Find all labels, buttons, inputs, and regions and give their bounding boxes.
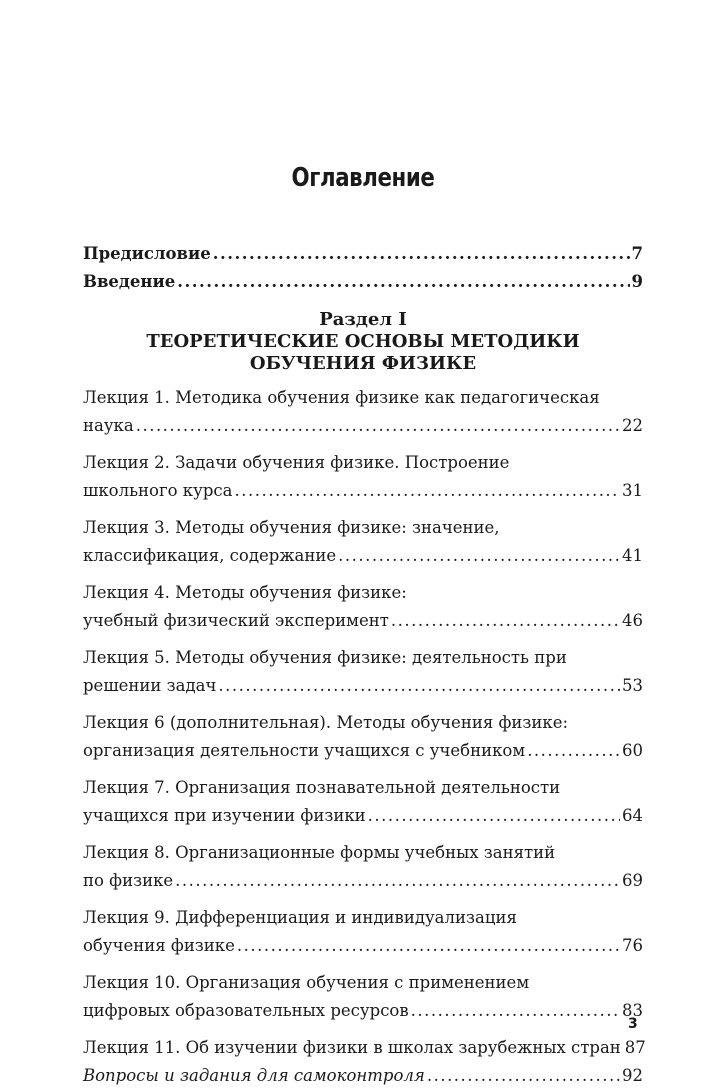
section-label: Раздел I [319,309,407,330]
toc-entry-label: Введение [83,272,176,291]
toc-entry-title: Лекция 4. Методы обучения физике: [83,583,407,602]
toc-entry-title-continued: школьного курса [83,481,233,500]
toc-entry-lecture-4[interactable] [83,579,643,635]
toc-entry-page: 41 [622,546,643,565]
dot-leader [411,997,620,1025]
toc-entry-title-continued: решении задач [83,676,217,695]
toc-entry-title-continued: цифровых образовательных ресурсов [83,1001,409,1020]
toc-entry-lecture-2[interactable] [83,449,643,505]
toc-entry-self-check[interactable] [83,1062,643,1090]
page-number: 3 [628,1016,638,1032]
front-matter [83,240,643,296]
toc-entry-lecture-8[interactable] [83,839,643,895]
toc-entry-title: Лекция 10. Организация обучения с применением [83,973,530,992]
toc-entry-title: Лекция 11. Об изучении физики в школах зарубежных стран [83,1038,621,1057]
toc-entry-title-continued: организация деятельности учащихся с учебником [83,741,526,760]
toc-entry-page: 22 [622,416,643,435]
toc-entry-lecture-9[interactable] [83,904,643,960]
toc-entry-page: 46 [622,611,643,630]
section-title-line1: ТЕОРЕТИЧЕСКИЕ ОСНОВЫ МЕТОДИКИ [146,331,580,352]
toc-entry-page: 76 [622,936,643,955]
dot-leader [237,932,620,960]
section-heading [0,309,726,375]
toc-entry-page: 7 [631,244,643,263]
toc-entry-lecture-3[interactable] [83,514,643,570]
toc-entry-title-continued: обучения физике [83,936,235,955]
toc-entry-title: Лекция 1. Методика обучения физике как педагогическая [83,388,600,407]
toc-entry-title: Лекция 9. Дифференциация и индивидуализация [83,908,517,927]
toc-entry-title-continued: учебный физический эксперимент [83,611,389,630]
toc-entry-lecture-11[interactable] [83,1034,646,1062]
page-title: Оглавление [291,163,435,193]
toc-entry-page: 9 [631,272,643,291]
toc-entry-page: 60 [622,741,643,760]
toc-entry-title: Лекция 2. Задачи обучения физике. Построение [83,453,510,472]
toc-entry-page: 31 [622,481,643,500]
toc-entry-lecture-10[interactable] [83,969,643,1025]
toc-entry-title-continued: учащихся при изучении физики [83,806,366,825]
toc-entry-lecture-5[interactable] [83,644,643,700]
toc-entry-lecture-7[interactable] [83,774,643,830]
section-title-line2: ОБУЧЕНИЯ ФИЗИКЕ [249,353,477,374]
toc-entry-page: 69 [622,871,643,890]
toc-entry-title-continued: классификация, содержание [83,546,337,565]
toc-entry-title: Лекция 3. Методы обучения физике: значение, [83,518,500,537]
dot-leader [338,542,620,570]
toc-entry-page: 53 [622,676,643,695]
toc-entry-label: Предисловие [83,244,211,263]
toc-entry-title: Лекция 6 (дополнительная). Методы обучения физике: [83,713,569,732]
toc-entry-preface[interactable] [83,240,643,268]
toc-entry-title: Лекция 7. Организация познавательной деятельности [83,778,561,797]
toc-entry-title: Лекция 8. Организационные формы учебных занятий [83,843,556,862]
toc-entry-lecture-6[interactable] [83,709,643,765]
toc-entry-page: 64 [622,806,643,825]
toc-entry-lecture-1[interactable] [83,384,643,440]
lecture-list [83,384,646,1090]
toc-entry-introduction[interactable] [83,268,643,296]
dot-leader [136,412,620,440]
toc-entry-title-continued: по физике [83,871,174,890]
dot-leader [218,672,620,700]
toc-entry-page: 87 [624,1038,646,1057]
dot-leader [177,268,629,296]
toc-entry-title: Лекция 5. Методы обучения физике: деятельность при [83,648,567,667]
toc-entry-title-continued: наука [83,416,134,435]
dot-leader [391,607,620,635]
toc-entry-title: Вопросы и задания для самоконтроля [83,1066,425,1085]
dot-leader [213,240,630,268]
dot-leader [527,737,620,765]
toc-entry-page: 83 [622,1001,643,1020]
dot-leader [368,802,620,830]
dot-leader [427,1062,620,1090]
dot-leader [175,867,620,895]
dot-leader [234,477,620,505]
toc-entry-page: 92 [622,1066,643,1085]
